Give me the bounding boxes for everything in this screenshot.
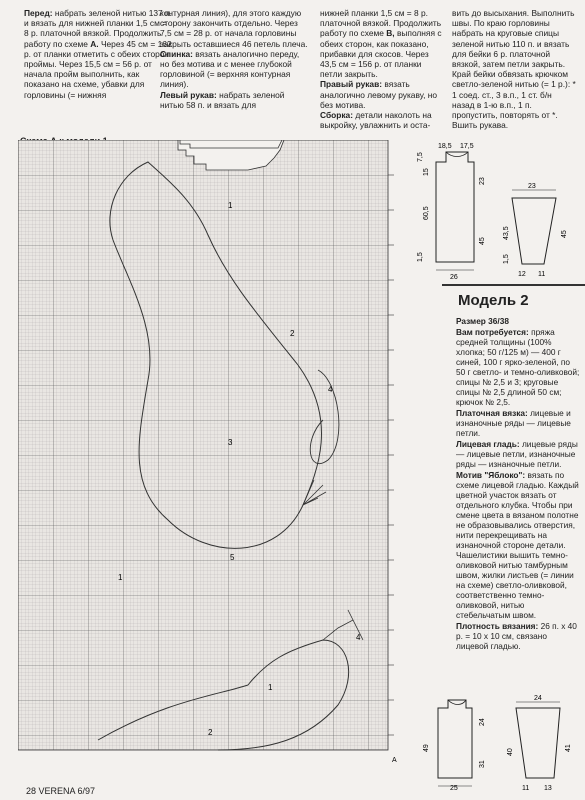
chart-number: 1	[228, 201, 233, 210]
chart-number: 2	[208, 728, 213, 737]
chart-svg	[18, 140, 413, 770]
sleeve1-right: 45	[561, 230, 568, 238]
left-sleeve-text-cont: нижней планки 1,5 см = 8 р. платочной вязкой. Продолжить работу по схеме	[320, 8, 442, 39]
assembly-text-cont: вить до высыхания. Выполнить швы. По краю горловины набрать на круговые спицы зеленой нитью 110 п. и вязать для бейки 6 р. платочной вязкой, затем петли закрыть. Край бейки обвязать крючком светло-зеленой нитью (= 1 р.): * 1 соед. ст., 3 в.п., 1 ст. б/н назад в 1-ю в.п., 1 п. пропустить, повторять от *. Вшить рукава.	[452, 8, 576, 131]
motif-heading: Мотив "Яблоко":	[456, 470, 526, 480]
pattern2-side-c: 24	[479, 718, 486, 726]
garter-text: лицевые и изнаночные ряды — лицевые петли.	[456, 408, 571, 438]
pattern1-side-d: 7,5	[417, 152, 424, 162]
sleeve2-side-b: 41	[565, 744, 572, 752]
model2-divider	[442, 284, 585, 286]
pattern2-side-a: 49	[423, 744, 430, 752]
front-text-cont: Через 45 см = 162 р. от планки отметить с обеих сторон проймы. Через 15,5 см = 56 р. от начала пройм выполнить, как показано на схеме, убавки для горловины (= нижняя	[24, 38, 172, 100]
pattern1-top-b: 17,5	[460, 143, 474, 150]
grid-marker-a: A	[392, 757, 397, 764]
model2-size: Размер 36/38	[456, 316, 509, 326]
chart-number: 1	[268, 683, 273, 692]
left-sleeve-text-end: выполняя с обеих сторон, как показано, прибавки для скосов. Через 43,5 см = 156 р. от планки петли закрыть.	[320, 28, 442, 80]
left-sleeve-heading: Левый рукав:	[160, 89, 217, 100]
scheme-b-ref: В,	[386, 28, 395, 39]
model2-text	[456, 316, 580, 652]
stockinette-text: лицевые ряды — лицевые петли, изнаночные ряды — изнаночные петли.	[456, 439, 578, 469]
sleeve2-bottom-b: 13	[544, 785, 552, 792]
sleeve2-side-a: 40	[507, 748, 514, 756]
gauge-heading: Плотность вязания:	[456, 621, 539, 631]
chart-number: 2	[290, 329, 295, 338]
back-text: вязать аналогично переду, но без мотива и с менее глубокой горловиной (= верхняя контурная линия).	[160, 48, 300, 90]
pattern2-bottom: 25	[450, 785, 458, 790]
gauge-text: 26 п. х 40 р. = 10 х 10 см, связано лицевой гладью.	[456, 621, 577, 651]
pattern-sleeve-2	[500, 694, 580, 794]
pattern1-right-a: 23	[479, 177, 486, 185]
pattern-body-2	[416, 690, 496, 790]
pattern1-bottom: 26	[450, 274, 458, 280]
sleeve2-bottom-a: 11	[522, 785, 530, 792]
chart-number: 1	[118, 573, 123, 582]
text-column-4	[452, 8, 576, 130]
scheme-ref: А.	[90, 38, 99, 49]
back-heading: Спинка:	[160, 48, 193, 59]
model2-title: Модель 2	[458, 292, 529, 309]
sleeve1-bottom-b: 11	[538, 271, 546, 278]
sleeve1-side-b: 43,5	[503, 226, 510, 240]
pattern1-side-b: 60,5	[423, 206, 430, 220]
pattern1-right-b: 45	[479, 237, 486, 245]
right-edge-ticks	[388, 175, 394, 735]
text-column-1	[24, 8, 172, 100]
materials-text: пряжа средней толщины (100% хлопка; 50 г/125 м) — 400 г синей, 100 г ярко-зеленой, по 50 г светло- и темно-оливковой; спицы № 2,5 и 3; круговые спицы № 2,5 длиной 50 см; крючок № 2,5.	[456, 327, 580, 407]
pattern1-side-a: 1,5	[417, 252, 424, 262]
left-sleeve-text: набрать зеленой нитью 58 п. и вязать для	[160, 89, 285, 110]
text-column-2	[160, 8, 310, 110]
front-text: набрать зеленой нитью 137 п. и вязать для нижней планки 1,5 см = 8 р. платочной вязкой. Продолжить работу по схеме	[24, 8, 172, 49]
assembly-text: детали наколоть на выкройку, увлажнить и оста-	[320, 110, 432, 131]
knitting-chart	[18, 140, 413, 770]
sleeve1-bottom-a: 12	[518, 271, 526, 278]
pattern1-side-c: 15	[423, 168, 430, 176]
sleeve1-top: 23	[528, 183, 536, 190]
right-sleeve-text: вязать аналогично левому рукаву, но без мотива.	[320, 79, 438, 110]
sleeve2-top: 24	[534, 695, 542, 702]
text-column-3	[320, 8, 442, 130]
materials-heading: Вам потребуется:	[456, 327, 529, 337]
sleeve1-side-a: 1,5	[503, 254, 510, 264]
right-sleeve-heading: Правый рукав:	[320, 79, 383, 90]
pattern-body-1	[416, 140, 496, 280]
front-text-end: контурная линия), для этого каждую сторону закончить отдельно. Через 7,5 см = 28 р. от начала горловины закрыть оставшиеся 46 петель плеча.	[160, 8, 308, 49]
chart-number: 3	[228, 438, 233, 447]
page-footer: 28 VERENA 6/97	[26, 786, 96, 796]
chart-number: 4	[328, 385, 333, 394]
grid-lines	[18, 140, 388, 750]
chart-number: 4	[356, 633, 361, 642]
garter-heading: Платочная вязка:	[456, 408, 528, 418]
stockinette-heading: Лицевая гладь:	[456, 439, 520, 449]
front-heading: Перед:	[24, 8, 53, 18]
assembly-heading: Сборка:	[320, 110, 353, 121]
pattern2-side-b: 31	[479, 760, 486, 768]
chart-number: 5	[230, 553, 235, 562]
pattern-sleeve-1	[496, 180, 578, 280]
pattern1-top-a: 18,5	[438, 143, 452, 150]
motif-text: вязать по схеме лицевой гладью. Каждый цветной участок вязать от отдельного клубка. Чтобы при смене цвета в вязаном полотне не образовывались отверстия, нити перекрещивать на изнаночной стороне детали. Чашелистики вышить темно-оливковой нитью тамбурным швом, жилки листьев (= линии на схеме) светло-оливковой, соответственно темно-оливковой, нитью стебельчатым швом.	[456, 470, 579, 620]
